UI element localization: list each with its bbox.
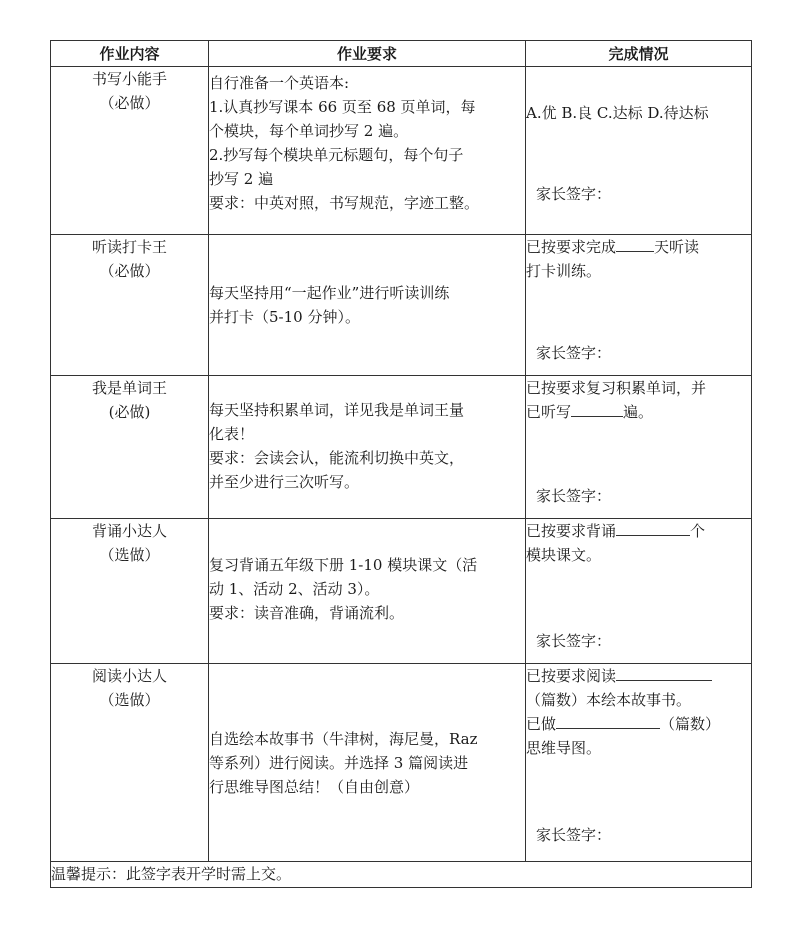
table-row: [51, 664, 752, 862]
status-prefix: 已按要求背诵: [526, 522, 617, 540]
requirement-line: 自选绘本故事书（牛津树，海尼曼，Raz: [209, 729, 478, 748]
status-line: （篇数）本绘本故事书。: [526, 691, 692, 709]
requirement-line: 复习背诵五年级下册 1-10 模块课文（活: [209, 556, 478, 574]
status-cell: [526, 235, 752, 376]
table-row: [51, 519, 752, 664]
status-suffix: 天听读: [654, 238, 700, 256]
status-cell: [526, 67, 752, 235]
task-name-cell: [51, 376, 209, 519]
status-line: [526, 712, 751, 736]
status-suffix: （篇数）: [660, 715, 721, 733]
days-blank[interactable]: [616, 235, 654, 252]
task-name-cell: [51, 235, 209, 376]
mindmaps-blank[interactable]: [556, 712, 660, 729]
requirement-line: 等系列）进行阅读。并选择 3 篇阅读进: [209, 753, 469, 772]
table-row: [51, 376, 752, 519]
parent-signature-label: 家长签字：: [536, 632, 612, 650]
requirement-line: 并打卡（5-10 分钟）。: [209, 308, 360, 326]
requirement-line: 动 1、活动 2、活动 3）。: [209, 580, 380, 598]
homework-table: [50, 40, 752, 888]
requirement-line: 自行准备一个英语本:: [209, 74, 350, 92]
header-content: 作业内容: [51, 41, 209, 67]
tip-row: [51, 862, 752, 888]
requirement-line: 行思维导图总结！（自由创意）: [209, 777, 420, 796]
requirement-cell: [209, 519, 526, 664]
dictation-count-blank[interactable]: [571, 400, 623, 417]
requirement-line: 每天坚持积累单词，详见我是单词王量: [209, 401, 465, 419]
status-suffix: 遍。: [623, 403, 654, 421]
status-cell: [526, 376, 752, 519]
modules-blank[interactable]: [616, 519, 690, 536]
status-line: [526, 235, 751, 259]
status-line: 思维导图。: [526, 739, 602, 757]
requirement-cell: [209, 67, 526, 235]
task-tag: （选做）: [99, 546, 160, 564]
status-prefix: 已听写: [526, 403, 572, 421]
status-cell: [526, 519, 752, 664]
status-line: 模块课文。: [526, 546, 602, 564]
status-cell: [526, 664, 752, 862]
task-name: 我是单词王: [91, 379, 167, 397]
task-name: 背诵小达人: [91, 522, 167, 540]
task-name-cell: [51, 664, 209, 862]
header-status: 完成情况: [526, 41, 752, 67]
task-tag: （必做）: [99, 262, 160, 280]
requirement-line: 并至少进行三次听写。: [209, 473, 360, 491]
requirement-line: 1.认真抄写课本 66 页至 68 页单词，每: [209, 98, 476, 116]
requirement-line: 要求：中英对照，书写规范，字迹工整。: [209, 194, 480, 212]
task-name: 听读打卡王: [91, 238, 167, 256]
parent-signature-label: 家长签字：: [536, 826, 612, 844]
requirement-line: 化表！: [209, 425, 255, 443]
books-read-blank[interactable]: [616, 664, 712, 681]
requirement-line: 要求：会读会认，能流利切换中英文，: [209, 449, 465, 467]
requirement-cell: [209, 376, 526, 519]
requirement-line: 2.抄写每个模块单元标题句，每个句子: [209, 146, 464, 164]
status-prefix: 已按要求阅读: [526, 667, 617, 685]
requirement-cell: [209, 664, 526, 862]
task-name-cell: [51, 67, 209, 235]
table-row: [51, 235, 752, 376]
status-line: [526, 664, 751, 688]
table-row: [51, 67, 752, 235]
status-line: 已按要求复习积累单词，并: [526, 379, 707, 397]
status-prefix: 已做: [526, 715, 557, 733]
parent-signature-label: 家长签字：: [536, 185, 612, 203]
status-line: [526, 400, 751, 424]
task-name: 阅读小达人: [91, 667, 167, 685]
tip-text: 温馨提示：此签字表开学时需上交。: [51, 862, 752, 888]
requirement-line: 个模块，每个单词抄写 2 遍。: [209, 122, 409, 140]
status-line: [526, 519, 751, 543]
requirement-line: 每天坚持用“一起作业”进行听读训练: [209, 284, 450, 302]
task-tag: (必做): [108, 403, 151, 421]
task-tag: （选做）: [99, 691, 160, 709]
parent-signature-label: 家长签字：: [536, 487, 612, 505]
header-requirement: 作业要求: [209, 41, 526, 67]
task-tag: （必做）: [99, 94, 160, 112]
status-line: 打卡训练。: [526, 262, 602, 280]
task-name-cell: [51, 519, 209, 664]
requirement-line: 要求：读音准确，背诵流利。: [209, 604, 405, 622]
parent-signature-label: 家长签字：: [536, 344, 612, 362]
requirement-cell: [209, 235, 526, 376]
requirement-line: 抄写 2 遍: [209, 170, 274, 188]
table-header-row: [51, 41, 752, 67]
status-prefix: 已按要求完成: [526, 238, 617, 256]
grade-options: A.优 B.良 C.达标 D.待达标: [526, 104, 709, 122]
status-suffix: 个: [690, 522, 706, 540]
task-name: 书写小能手: [91, 70, 167, 88]
